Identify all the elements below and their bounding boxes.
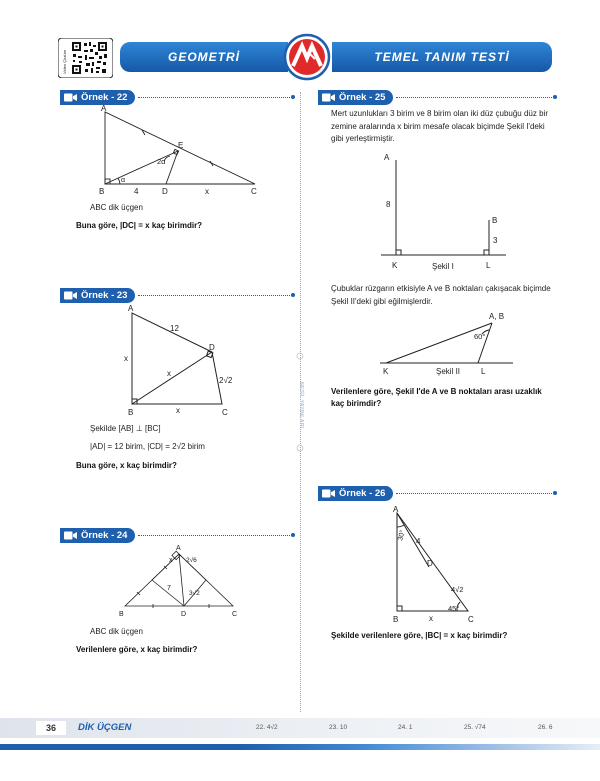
point-k2-label: K [383,367,389,376]
seg-bc-label: x [429,614,433,623]
d-side-label: 3√2 [189,590,200,597]
angle-label: 60° [474,332,486,341]
answer-22: 22. 4√2 [256,724,278,731]
point-a-label: A [176,545,181,552]
point-d-label: D [209,343,215,352]
example-22-given: ABC dik üçgen [90,203,143,212]
qr-caption: Video Çözüm [62,50,67,74]
example-23-given-1: Şekilde [AB] ⊥ [BC] [90,424,161,433]
video-camera-icon[interactable] [64,93,77,102]
seg-cd-label: 2√2 [219,376,233,385]
header-banner [120,42,552,72]
footer-title: DİK ÜÇGEN [78,722,132,733]
point-k-label: K [392,261,398,270]
seg-ab-label: x [124,354,128,363]
angle-x-label: x [169,557,173,564]
a-side-label: 2√6 [186,557,197,564]
example-23-label: Örnek - 23 [81,290,128,301]
example-24-label: Örnek - 24 [81,530,128,541]
point-b-label: B [492,216,498,225]
example-25-intro: Mert uzunlukları 3 birim ve 8 birim olan iki düz çubuğu düz bir zemine aralarında x birim mesafe olacak biçimde Şekil I'deki gibi yerleştirmiştir. [331,109,548,143]
seg-bd-label: 4 [134,187,139,196]
example-22-label: Örnek - 22 [81,92,128,103]
angle-e-label: 2α [157,157,166,166]
answer-24: 24. 1 [398,724,413,731]
publisher-logo-icon [282,33,332,81]
video-camera-icon[interactable] [64,291,77,300]
point-b-label: B [393,615,399,624]
point-l2-label: L [481,367,486,376]
example-26-figure [388,503,488,625]
qr-code [58,38,113,78]
seg-bd-label: x [167,369,171,378]
point-b-label: B [99,187,105,196]
example-24-header [60,528,292,543]
example-26-header [318,486,554,501]
figure-2-caption: Şekil II [436,367,461,376]
point-c-label: C [251,187,257,196]
point-d-label: D [181,611,187,618]
point-d-label: D [162,187,168,196]
video-camera-icon[interactable] [322,489,335,498]
example-23-header [60,288,292,303]
seg-dc-label: x [205,187,209,196]
example-26-label: Örnek - 26 [339,488,386,499]
point-a-label: A [393,505,399,514]
point-a-label: A [384,153,390,162]
example-22-figure [90,104,265,196]
video-camera-icon[interactable] [322,93,335,102]
example-24-given: ABC dik üçgen [90,627,143,636]
angle-a-label: 30° [397,529,407,542]
video-camera-icon[interactable] [64,531,77,540]
example-22-question: Buna göre, |DC| = x kaç birimdir? [76,221,203,230]
example-25-header [318,90,554,105]
seg-ad-label: 12 [170,324,179,333]
answer-23: 23. 10 [329,724,348,731]
side-brand-label [292,352,308,452]
seg-ad-label: 4 [416,537,421,546]
example-23-question: Buna göre, x kaç birimdir? [76,461,177,470]
example-25-figure-1 [376,150,511,275]
point-l-label: L [486,261,491,270]
seg-ak-label: 8 [386,200,391,209]
svg-text:NESİL YAYINLARI: NESİL YAYINLARI [298,381,304,429]
seg-bc-label: x [176,406,180,415]
answer-25: 25. √74 [464,724,486,731]
header-right-title: TEMEL TANIM TESTİ [332,42,552,72]
example-25-question: Verilenlere göre, Şekil I'de A ve B noktaları arası uzaklık kaç birimdir? [331,387,542,408]
example-26-question: Şekilde verilenlere göre, |BC| = x kaç birimdir? [331,631,508,640]
angle-c-label: 45° [448,604,460,613]
point-a-label: A [101,104,107,113]
seg-bl-label: 3 [493,236,498,245]
seg-dc-label: 4√2 [451,585,464,594]
point-b-label: B [119,611,124,618]
point-a-label: A [128,304,134,313]
point-c-label: C [232,611,238,618]
angle-b-label: α [121,177,126,184]
point-c-label: C [222,408,228,417]
example-24-question: Verilenlere göre, x kaç birimdir? [76,645,198,654]
answer-26: 26. 6 [538,724,553,731]
seg-ad-label: 7 [167,585,171,592]
point-e-label: E [178,141,184,150]
example-23-given-2: |AD| = 12 birim, |CD| = 2√2 birim [90,442,205,451]
page-number: 36 [36,721,66,735]
example-25-label: Örnek - 25 [339,92,386,103]
footer-stripe [0,744,600,750]
example-23-figure [118,303,243,418]
point-d-label: D [427,559,433,568]
example-22-header [60,90,292,105]
header-left-title: GEOMETRİ [120,42,288,72]
example-25-figure-2 [378,308,518,380]
example-24-figure [115,542,245,620]
point-b-label: B [128,408,134,417]
figure-1-caption: Şekil I [432,262,454,271]
example-25-mid-text: Çubuklar rüzgarın etkisiyle A ve B noktaları çakışacak biçimde Şekil II'deki gibi eğilmişlerdir. [331,284,551,306]
point-c-label: C [468,615,474,624]
point-ab-label: A, B [489,312,505,321]
